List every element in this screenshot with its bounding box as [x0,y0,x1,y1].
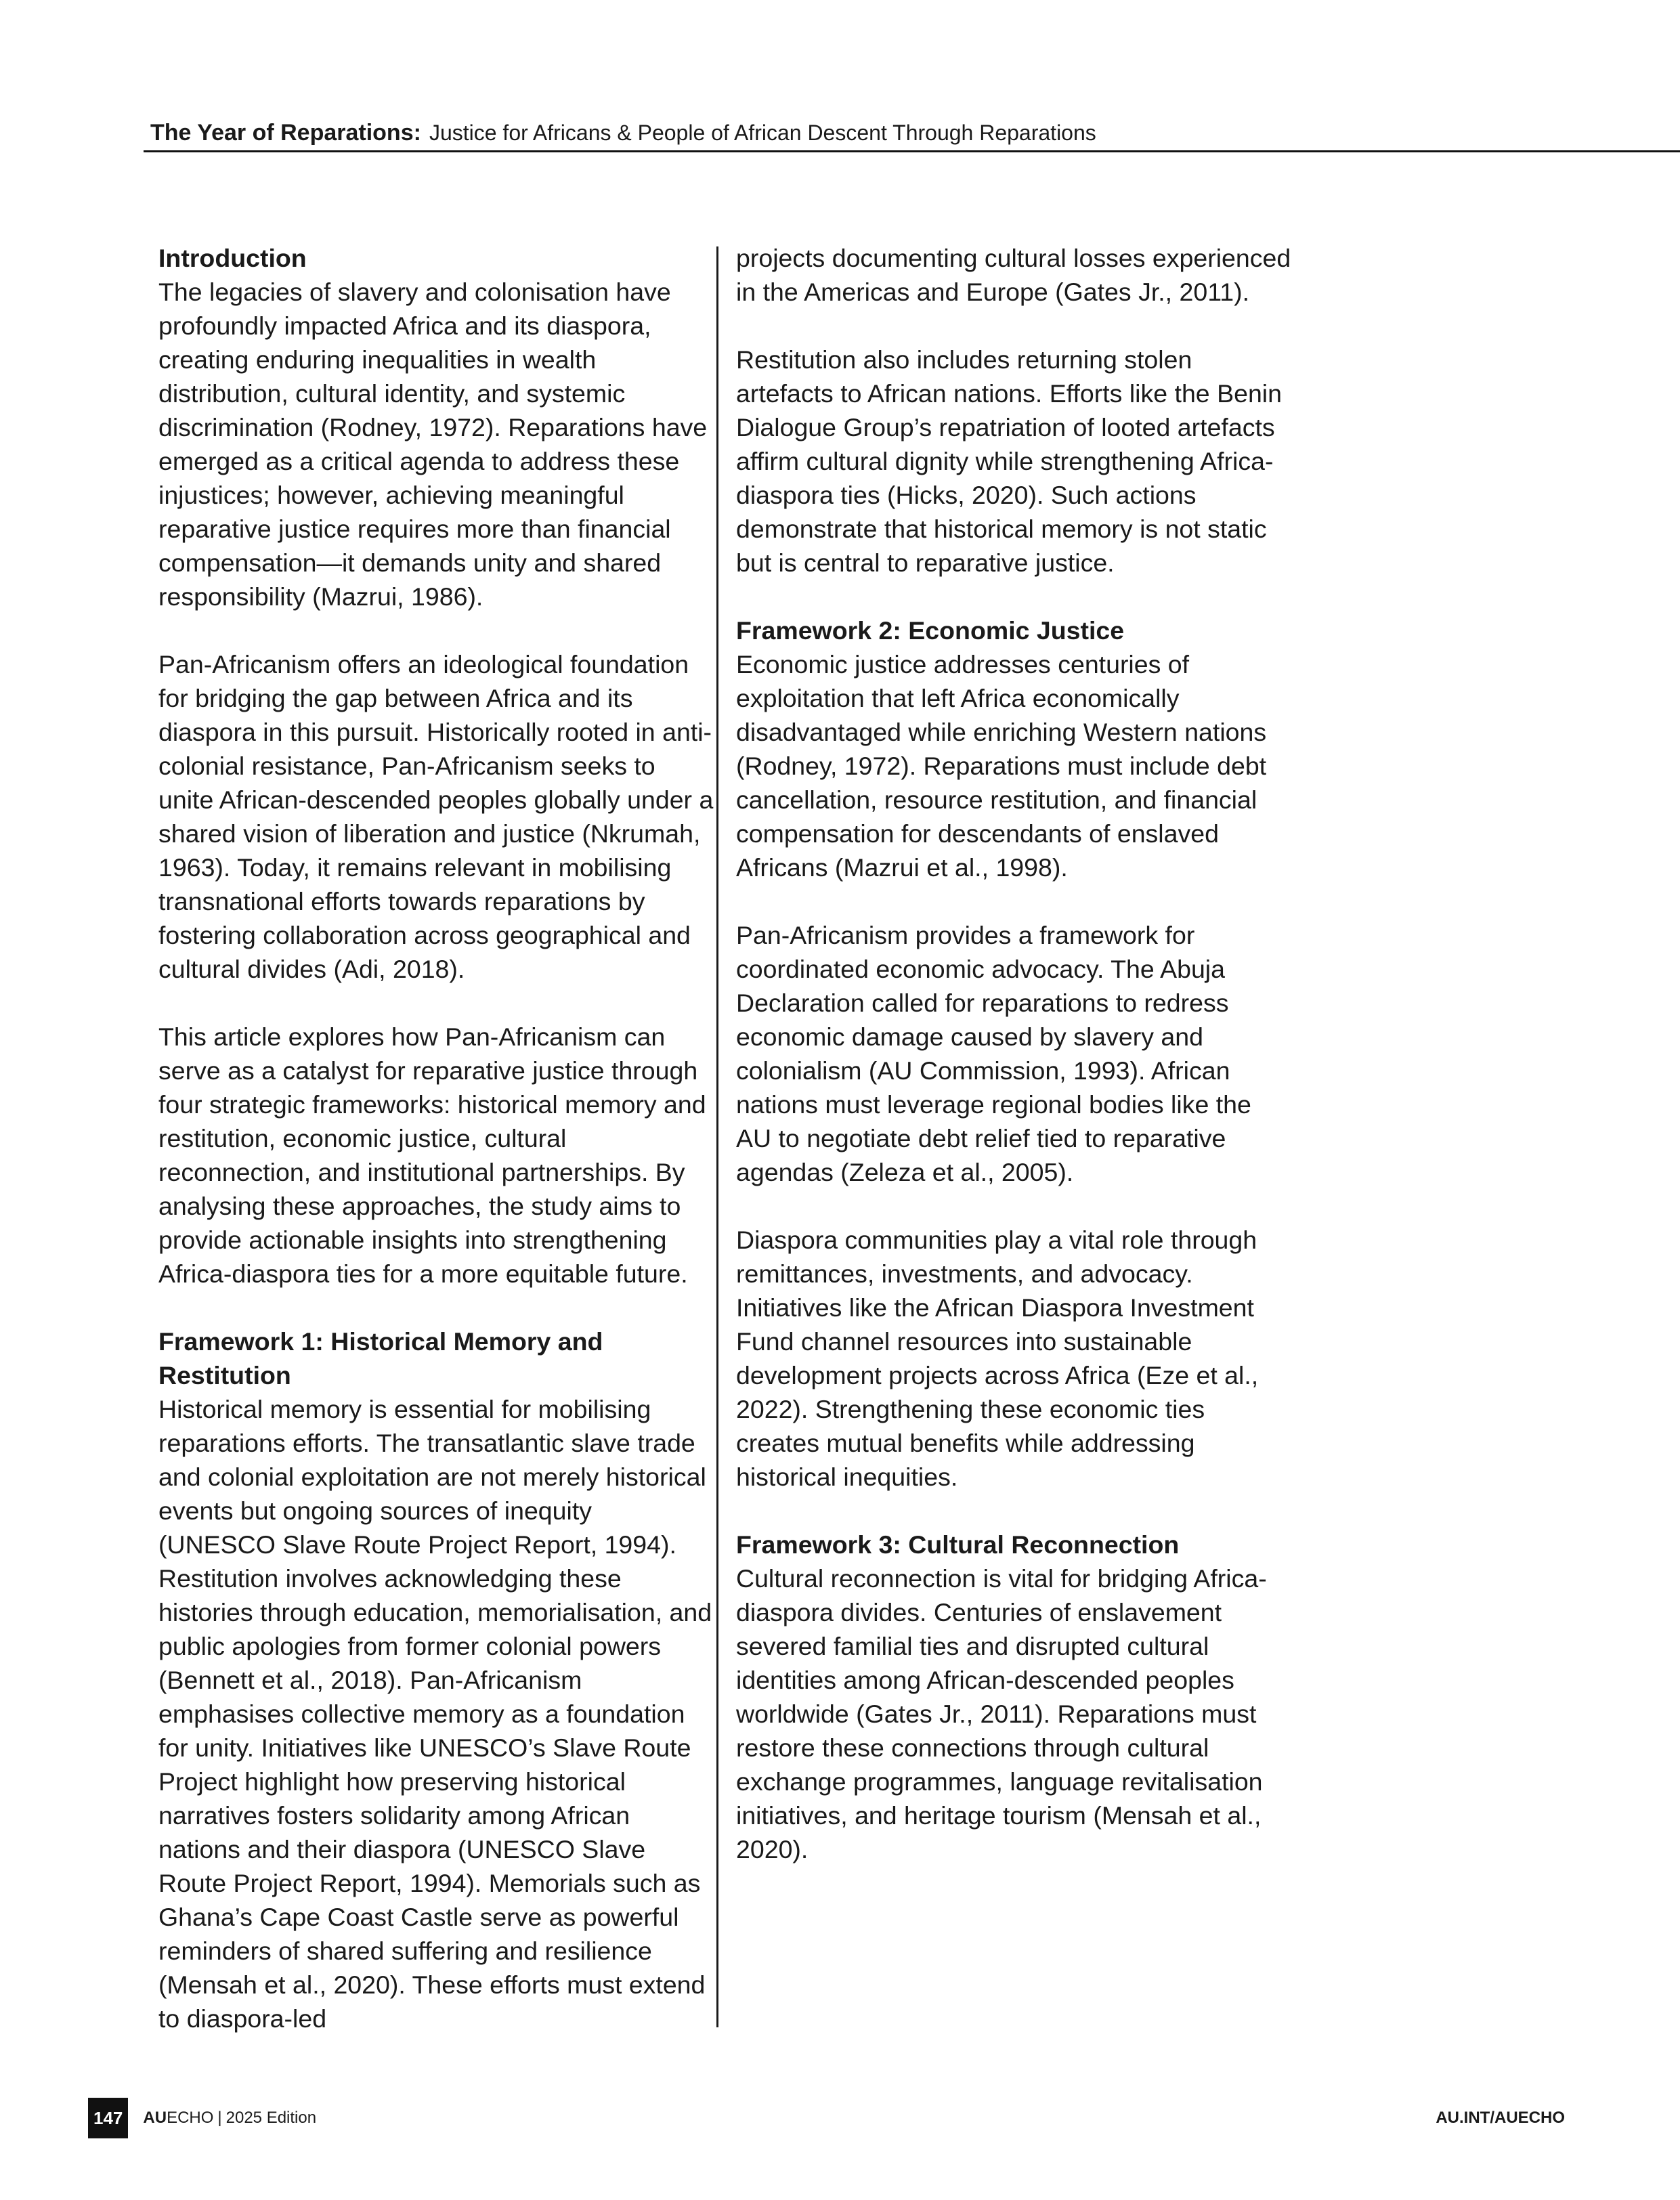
paragraph-intro-3: This article explores how Pan-Africanism can serve as a catalyst for reparative justice through four strategic frameworks: historical memory and restitution, economic justice, cultural reconnection, and institutional partnerships. By analysing these approaches, the study aims to provide actionable insights into strengthening Africa-diaspora ties for a more equitable future. [158,1022,706,1288]
page-number: 147 [88,2098,128,2138]
section-heading-introduction: Introduction [158,244,307,272]
paragraph-intro-1: The legacies of slavery and colonisation have profoundly impacted Africa and its diaspora, creating enduring inequalities in wealth distribution, cultural identity, and systemic discrimination (Rodney, 1972). Reparations have emerged as a critical agenda to address these injustices; however, achieving meaningful reparative justice requires more than financial compensation—it demands unity and shared responsibility (Mazrui, 1986). [158,278,708,611]
header-rule [144,150,1680,152]
footer-url: AU.INT/AUECHO [1436,2109,1565,2127]
publication-name-bold: AU [143,2109,167,2127]
section-heading-framework-1: Framework 1: Historical Memory and Restitution [158,1327,603,1389]
header-title-rest: Justice for Africans & People of African Descent Through Reparations [429,121,1096,145]
footer [88,2098,316,2138]
paragraph-framework-2-2: Pan-Africanism provides a framework for coordinated economic advocacy. The Abuja Declaration called for reparations to redress economic damage caused by slavery and colonialism (AU Commission, 1993). African nations must leverage regional bodies like the AU to negotiate debt relief tied to reparative agendas (Zeleza et al., 2005). [736,921,1251,1186]
column-divider [716,246,718,2027]
running-header [150,116,1096,149]
paragraph-framework-1-1: Historical memory is essential for mobilising reparations efforts. The transatlantic slave trade and colonial exploitation are not merely historical events but ongoing sources of inequity (UNESCO Slave Route Project Report, 1994). Restitution involves acknowledging these histories through education, memorialisation, and public apologies from former colonial powers (Bennett et al., 2018). Pan-Africanism emphasises collective memory as a foundation for unity. Initiatives like UNESCO’s Slave Route Project highlight how preserving historical narratives fosters solidarity among African nations and their diaspora (UNESCO Slave Route Project Report, 1994). Memorials such as Ghana’s Cape Coast Castle serve as powerful reminders of shared suffering and resilience (Mensah et al., 2020). These efforts must extend to diaspora-led [158,1395,712,2033]
header-title-bold: The Year of Reparations: [150,120,421,146]
section-heading-framework-2: Framework 2: Economic Justice [736,616,1125,645]
left-column [158,241,714,2035]
paragraph-framework-2-1: Economic justice addresses centuries of exploitation that left Africa economically disadvantaged while enriching Western nations (Rodney, 1972). Reparations must include debt cancellation, resource restitution, and financial compensation for descendants of enslaved Africans (Mazrui et al., 1998). [736,650,1267,882]
right-column [736,241,1291,1866]
publication-name-rest: ECHO [167,2109,214,2127]
paragraph-framework-2-3: Diaspora communities play a vital role through remittances, investments, and advocacy. Initiatives like the African Diaspora Investment Fund channel resources into sustainable development projects across Africa (Eze et al., 2022). Strengthening these economic ties creates mutual benefits while addressing historical inequities. [736,1226,1259,1491]
section-heading-framework-3: Framework 3: Cultural Reconnection [736,1530,1180,1559]
edition-label: 2025 Edition [225,2109,317,2127]
paragraph-framework-1-1-continued: projects documenting cultural losses experienced in the Americas and Europe (Gates Jr., 2011). [736,244,1291,306]
paragraph-framework-1-2: Restitution also includes returning stolen artefacts to African nations. Efforts like the Benin Dialogue Group’s repatriation of looted artefacts affirm cultural dignity while strengthening Africa-diaspora ties (Hicks, 2020). Such actions demonstrate that historical memory is not static but is central to reparative justice. [736,345,1282,577]
paragraph-framework-3-1: Cultural reconnection is vital for bridging Africa-diaspora divides. Centuries of enslavement severed familial ties and disrupted cultural identities among African-descended peoples worldwide (Gates Jr., 2011). Reparations must restore these connections through cultural exchange programmes, language revitalisation initiatives, and heritage tourism (Mensah et al., 2020). [736,1564,1267,1863]
footer-separator: | [217,2109,222,2127]
publication-name [143,2109,213,2128]
paragraph-intro-2: Pan-Africanism offers an ideological foundation for bridging the gap between Africa and its diaspora in this pursuit. Historically rooted in anti-colonial resistance, Pan-Africanism seeks to unite African-descended peoples globally under a shared vision of liberation and justice (Nkrumah, 1963). Today, it remains relevant in mobilising transnational efforts towards reparations by fostering collaboration across geographical and cultural divides (Adi, 2018). [158,650,714,983]
